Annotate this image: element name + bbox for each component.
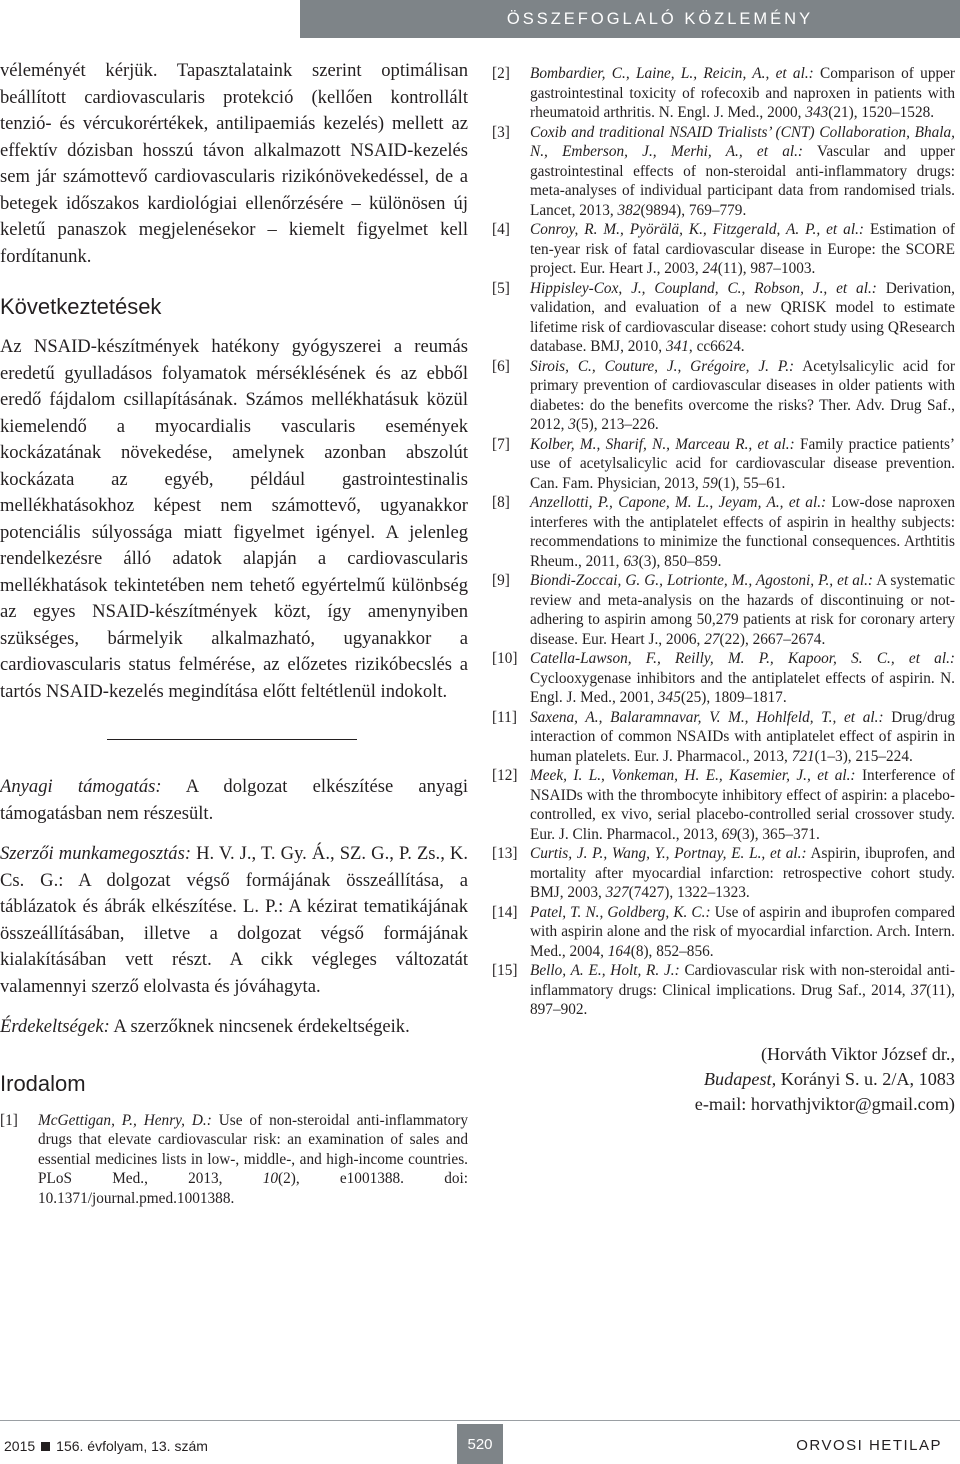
reference-authors: Conroy, R. M., Pyörälä, K., Fitzgerald, A. P., et al.:: [530, 221, 864, 238]
references-heading: Irodalom: [0, 1070, 86, 1096]
section-label: ÖSSZEFOGLALÓ KÖZLEMÉNY: [506, 9, 814, 28]
reference-body: [530, 844, 955, 903]
footer-issue: 156. évfolyam, 13. szám: [56, 1438, 208, 1454]
reference-number: [14]: [492, 903, 518, 921]
reference-volume: 3: [568, 416, 576, 433]
reference-number: [3]: [492, 123, 510, 141]
reference-volume: 37: [910, 981, 927, 999]
right-column: [492, 64, 955, 1117]
reference-number: [11]: [492, 708, 517, 726]
reference-pages: (3), 850–859.: [638, 552, 722, 570]
reference-volume: 69: [721, 825, 737, 843]
reference-volume: 63: [623, 552, 639, 570]
reference-item: [492, 357, 955, 435]
reference-authors: Sirois, C., Couture, J., Grégoire, J. P.:: [530, 357, 795, 375]
reference-pages: (1), 55–61.: [717, 474, 786, 492]
reference-text: Use of aspirin and ibuprofen compared with aspirin alone and the risk of myocardial infarction. Arch. Intern. Med., 2004,: [530, 903, 955, 960]
reference-text: Cardiovascular risk with non-steroidal anti-inflammatory drugs: Clinical implications. Drug Saf., 2014,: [530, 962, 955, 999]
reference-pages: (7427), 1322–1323.: [628, 884, 750, 901]
reference-text: Use of non-steroidal anti-inflammatory drugs that elevate cardiovascular risk: an examination of sales and essential medicines lists in low-, middle-, and high-income countries. PLoS Med., 2013,: [38, 1111, 468, 1187]
reference-authors: Hippisley-Cox, J., Coupland, C., Robson, J., et al.:: [530, 279, 877, 297]
reference-text: Cyclooxygenase inhibitors and the antiplatelet effects of aspirin. N. Engl. J. Med., 2001,: [530, 669, 955, 706]
reference-number: [7]: [492, 435, 510, 453]
reference-authors: Patel, T. N., Goldberg, K. C.:: [530, 903, 711, 921]
conflict-text: A szerzőknek nincsenek érdekeltségeik.: [109, 1016, 410, 1037]
reference-authors: Catella-Lawson, F., Reilly, M. P., Kapoor, S. C., et al.:: [530, 650, 955, 667]
reference-volume: 24: [702, 260, 718, 277]
divider-rule: [107, 739, 357, 740]
reference-authors: Kolber, M., Sharif, N., Marceau R., et al.:: [530, 435, 795, 453]
reference-body: [530, 220, 955, 279]
reference-volume: 327: [605, 884, 629, 901]
reference-number: [2]: [492, 65, 510, 82]
reference-item: [492, 708, 955, 767]
reference-text: Family practice patients’ use of acetylsalicylic acid for cardiovascular disease prevention. Can. Fam. Physician, 2013,: [530, 435, 956, 492]
address-email[interactable]: e-mail: horvathjviktor@gmail.com): [694, 1093, 955, 1114]
intro-paragraph: véleményét kérjük. Tapasztalataink szerint optimálisan beállított cardiovascularis protekció (kellően kontrollált tenzió- és vércukorértékek, antilipaemiás kezelés) mellett az effektív dózisban hosszú távon alkalmazott NSAID-kezelés sem jár számottevő cardiovascularis rizikónövekedéssel, de a betegek időszakos kardiológiai ellenőrzésére – különösen új keletű panaszok megjelenésekor – kiemelt figyelmet kell fordítanunk.: [0, 60, 468, 267]
reference-volume: 721: [791, 747, 815, 765]
reference-volume: 10: [262, 1170, 278, 1187]
reference-number: [8]: [492, 494, 510, 511]
conclusions-heading: Következtetések: [0, 294, 162, 319]
reference-body: [38, 1111, 468, 1209]
reference-body: [530, 123, 955, 221]
reference-pages: , cc6624.: [688, 338, 745, 355]
reference-item: [492, 903, 955, 962]
reference-pages: (8), 852–856.: [630, 942, 714, 960]
contribution-label: Szerzői munkamegosztás:: [0, 843, 192, 864]
page-number-box: [457, 1424, 503, 1464]
funding-text: A dolgozat elkészítése anyagi támogatásban nem részesült.: [0, 776, 468, 824]
footer-year: 2015: [4, 1438, 36, 1454]
reference-text: A systematic review and meta-analysis on the hazards of discontinuing or not-adhering to aspirin among 50,279 patients at risk for coronary artery disease. Eur. Heart J., 2006,: [530, 572, 955, 648]
reference-text: Acetylsalicylic acid for primary prevention of cardiovascular diseases in older patients with diabetes: do the benefits overcome the risks? Ther. Adv. Drug Saf., 2012,: [530, 357, 955, 433]
reference-item: [492, 493, 955, 571]
reference-number: [9]: [492, 572, 510, 589]
reference-text: Aspirin, ibuprofen, and mortality after myocardial infarction: retrospective cohort study. BMJ, 2003,: [530, 845, 955, 901]
square-separator-icon: [41, 1442, 50, 1451]
reference-authors: McGettigan, P., Henry, D.:: [38, 1111, 212, 1129]
reference-body: [530, 571, 955, 649]
reference-item: [492, 649, 955, 708]
reference-pages: (11), 897–902.: [530, 981, 955, 1018]
reference-pages: (3), 365–371.: [736, 825, 820, 843]
contribution-statement: [0, 841, 468, 1000]
reference-body: [530, 766, 955, 844]
page-number: 520: [467, 1435, 493, 1453]
reference-authors: Saxena, A., Balaramnavar, V. M., Hohlfeld, T., et al.:: [530, 708, 884, 726]
reference-body: [530, 279, 955, 357]
reference-item: [492, 279, 955, 357]
address-city: Budapest,: [703, 1068, 777, 1089]
reference-item: [492, 571, 955, 649]
reference-body: [530, 435, 955, 494]
reference-body: [530, 493, 955, 571]
footer-rule: [0, 1420, 960, 1421]
reference-item: [492, 435, 955, 494]
reference-volume: 343: [805, 104, 829, 121]
reference-pages: (5), 213–226.: [575, 416, 659, 433]
journal-name: ORVOSI HETILAP: [796, 1437, 942, 1454]
reference-body: [530, 961, 955, 1020]
reference-pages: (2), e1001388. doi: 10.1371/journal.pmed.1001388.: [38, 1170, 468, 1207]
reference-authors: Biondi-Zoccai, G. G., Lotrionte, M., Agostoni, P., et al.:: [530, 572, 874, 589]
reference-volume: 27: [704, 630, 720, 648]
reference-body: [530, 357, 955, 435]
reference-text: Derivation, validation, and evaluation of a new QRISK model to estimate lifetime risk of cardiovascular disease: cohort study using QResearch database. BMJ, 2010,: [530, 279, 955, 355]
reference-volume: 345: [657, 689, 681, 706]
reference-number: [1]: [0, 1111, 18, 1129]
reference-pages: (9894), 769–779.: [640, 201, 747, 219]
reference-authors: Anzellotti, P., Capone, M. L., Jeyam, A., et al.:: [530, 494, 827, 511]
reference-list-right: [492, 64, 955, 1020]
address-line-1: (Horváth Viktor József dr.,: [760, 1043, 955, 1064]
reference-text: Comparison of upper gastrointestinal toxicity of rofecoxib and naproxen in patients with rheumatoid arthritis. N. Engl. J. Med., 2000,: [530, 65, 956, 121]
reference-item: [0, 1111, 468, 1209]
reference-text: Estimation of ten-year risk of fatal cardiovascular disease in Europe: the SCORE project. Eur. Heart J., 2003,: [530, 221, 955, 277]
reference-item: [492, 123, 955, 221]
reference-text: Vascular and upper gastrointestinal effects of non-steroidal anti-inflammatory drugs: meta-analyses of individual participant data from randomised trials. Lancet, 2013,: [530, 143, 956, 219]
correspondence-address: [492, 1042, 955, 1117]
reference-authors: Bombardier, C., Laine, L., Reicin, A., et al.:: [530, 65, 814, 82]
address-line-2: [492, 1067, 955, 1092]
section-header-bar: [300, 0, 960, 38]
reference-number: [4]: [492, 221, 510, 238]
footer-issue-info: [4, 1438, 208, 1454]
left-column: [0, 58, 468, 1208]
conflict-label: Érdekeltségek:: [0, 1016, 110, 1037]
conclusions-paragraph: Az NSAID-készítmények hatékony gyógyszerei a reumás eredetű gyulladásos folyamatok mérséklésének és az ebből eredő fájdalom csillapításának. Számos mellékhatásuk közül kiemelendő a myocardialis vascularis események kockázatának növekedése, amelynek azonban abszolút kockázata az egyéb, például gastrointestinalis mellékhatásokhoz képest nem számottevő, ugyanakkor potenciális súlyossága miatt figyelmet igényel. A jelenleg rendelkezésre álló adatok alapján a cardiovascularis mellékhatások tekintetében nem tehető egyértelmű különbség az egyes NSAID-készítmények közt, így amenynyiben szükséges, bármelyik alkalmazható, ugyanakkor a cardiovascularis status felmérése, az előzetes rizikóbecslés a tartós NSAID-kezelés megindítása előtt feltétlenül indokolt.: [0, 336, 468, 702]
reference-number: [5]: [492, 279, 510, 297]
reference-number: [13]: [492, 845, 518, 862]
reference-body: [530, 708, 955, 767]
reference-authors: Meek, I. L., Vonkeman, H. E., Kasemier, J., et al.:: [530, 767, 856, 784]
reference-item: [492, 766, 955, 844]
reference-number: [10]: [492, 650, 518, 667]
funding-statement: [0, 774, 468, 827]
reference-number: [12]: [492, 767, 518, 784]
reference-authors: Bello, A. E., Holt, R. J.:: [530, 962, 680, 979]
reference-volume: 164: [607, 942, 631, 960]
reference-text: Interference of NSAIDs with the thrombocyte inhibitory effect of aspirin: a placebo-controlled, ex vivo, serial placebo-controlled serial crossover study. Eur. J. Clin. Pharmacol., 2013,: [530, 767, 955, 843]
reference-body: [530, 903, 955, 962]
reference-pages: (11), 987–1003.: [717, 260, 816, 277]
reference-body: [530, 649, 955, 708]
reference-list-left: [0, 1111, 468, 1209]
reference-volume: 341: [665, 338, 689, 355]
address-street: Korányi S. u. 2/A, 1083: [776, 1068, 955, 1089]
reference-item: [492, 220, 955, 279]
funding-label: Anyagi támogatás:: [0, 776, 162, 797]
reference-item: [492, 961, 955, 1020]
contribution-text: H. V. J., T. Gy. Á., SZ. G., P. Zs., K. Cs. G.: A dolgozat végső formájának összeállítása, a táblázatok és ábrák elkészítése. L. P.: A kézirat tematikájának összeállításában, illetve a dolgozat végső formájának kialakításában vett részt. A cikk végleges változatát valamennyi szerző elolvasta és jóváhagyta.: [0, 843, 469, 997]
reference-pages: (1–3), 215–224.: [814, 747, 913, 765]
reference-pages: (22), 2667–2674.: [719, 630, 826, 648]
reference-item: [492, 844, 955, 903]
reference-number: [15]: [492, 962, 518, 979]
reference-pages: (25), 1809–1817.: [680, 689, 787, 706]
reference-pages: (21), 1520–1528.: [828, 104, 935, 121]
reference-volume: 382: [617, 201, 641, 219]
conflict-statement: [0, 1014, 468, 1041]
reference-number: [6]: [492, 357, 510, 375]
reference-text: Low-dose naproxen interferes with the antiplatelet effects of aspirin in healthy subjects: recommendations to minimize the functional consequences. Arthtitis Rheum., 2011,: [530, 494, 955, 570]
reference-text: Drug/drug interaction of common NSAIDs with antiplatelet effect of aspirin in human platelets. Eur. J. Pharmacol., 2013,: [530, 708, 955, 765]
reference-authors: Coxib and traditional NSAID Trialists’ (CNT) Collaboration, Bhala, N., Emberson, J., Merhi, A., et al.:: [530, 123, 955, 160]
reference-item: [492, 64, 955, 123]
reference-volume: 59: [702, 474, 718, 492]
reference-body: [530, 64, 955, 123]
reference-authors: Curtis, J. P., Wang, Y., Portnay, E. L., et al.:: [530, 845, 807, 862]
